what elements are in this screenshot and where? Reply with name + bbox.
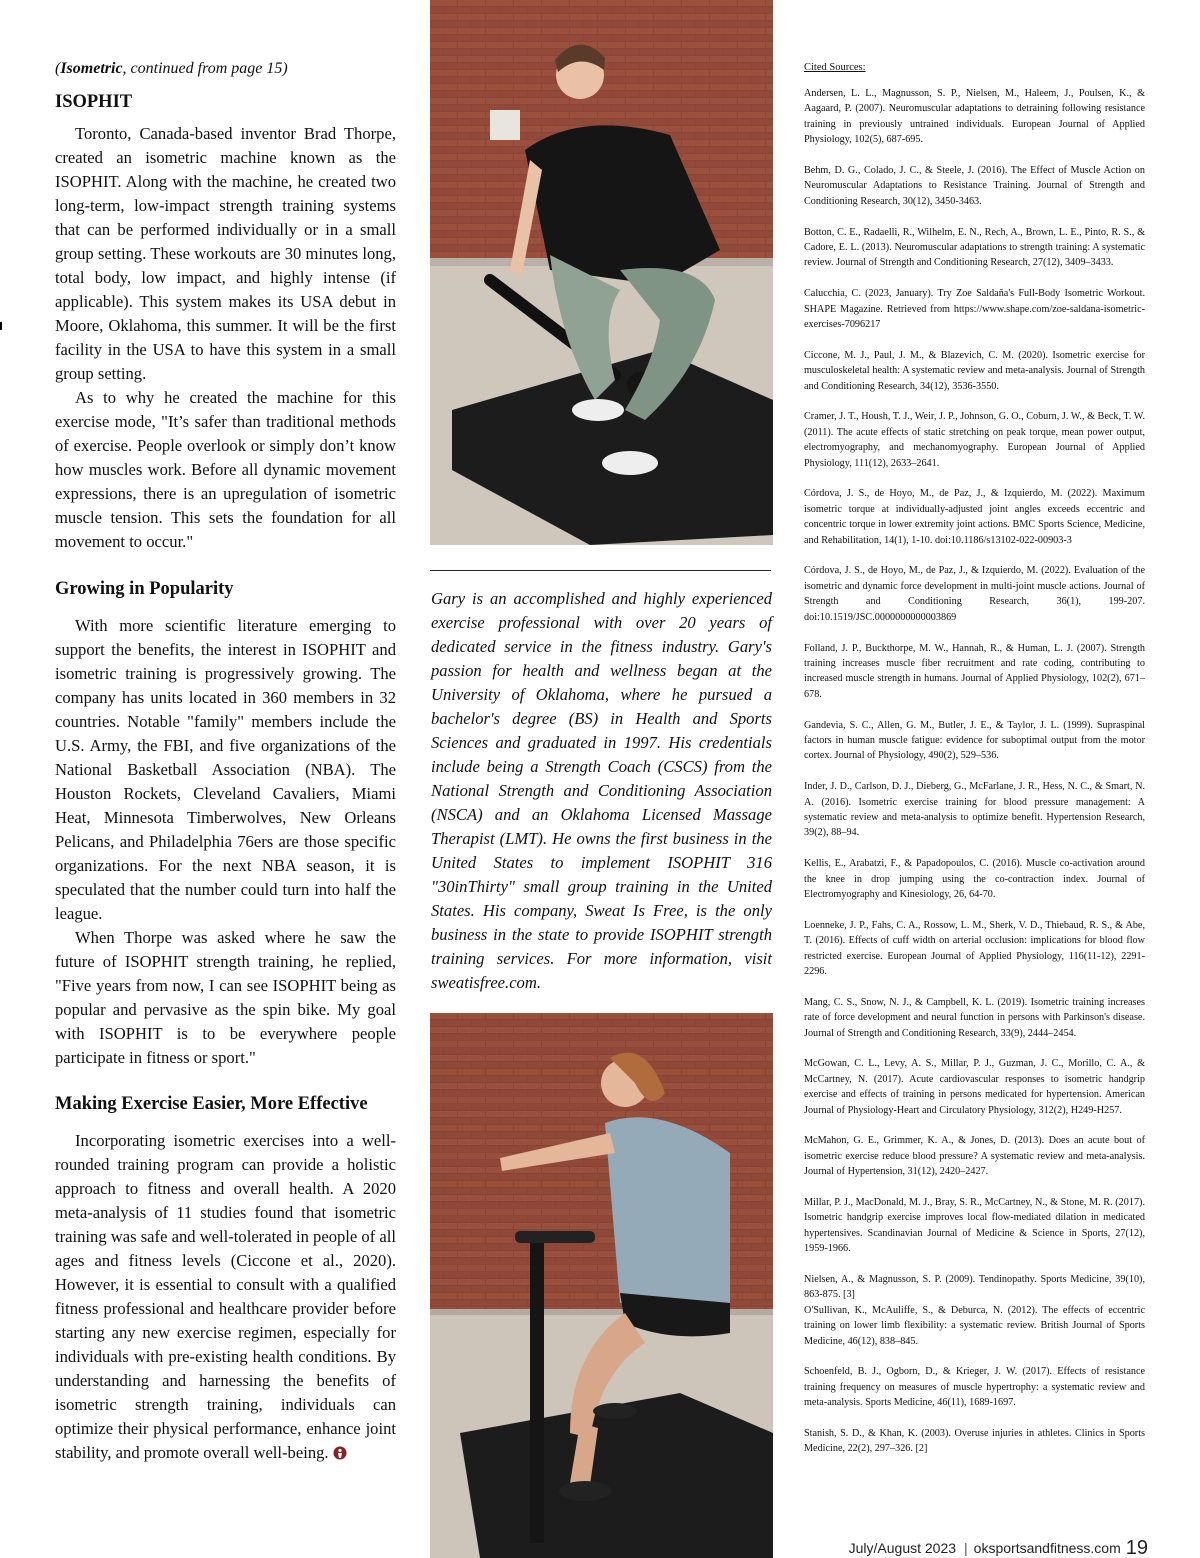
paragraph [55, 1129, 396, 1465]
edge-mark [0, 322, 2, 330]
reference-item: McGowan, C. L., Levy, A. S., Millar, P. J., Guzman, J. C., Morillo, C. A., & McCartney, N. (2017). Acute cardiovascular responses to isometric handgrip exercise and effects of training in persons medicated for hypertension. American Journal of Physiology-Heart and Circulatory Physiology, 312(2), H249-H257. [804, 1058, 1145, 1116]
reference-item: Mang, C. S., Snow, N. J., & Campbell, K. L. (2019). Isometric training increases rate of force development and neural function in persons with Parkinson's disease. Journal of Strength and Conditioning Research, 33(9), 2444–2454. [804, 996, 1145, 1039]
photo-1-illustration [430, 0, 773, 545]
author-bio: Gary is an accomplished and highly experienced exercise professional with over 20 years of dedicated service in the fitness industry. Gary's passion for health and wellness began at the University of Oklahoma, where he pursued a bachelor's degree (BS) in Health and Sports Sciences and graduated in 1997. His credentials include being a Strength Coach (CSCS) from the National Strength and Conditioning Association (NSCA) and an Oklahoma Licensed Massage Therapist (LMT). He owns the first business in the United States to implement ISOPHIT 316 "30inThirty" small group training in the United States. His company, Sweat Is Free, is the only business in the state to provide ISOPHIT strength training services. For more information, visit sweatisfree.com. [431, 589, 772, 992]
reference-item: Schoenfeld, B. J., Ogborn, D., & Krieger, J. W. (2017). Effects of resistance training frequency on measures of muscle hypertrophy: a systematic review and meta-analysis. Sports Medicine, 46(11), 1689-1697. [804, 1366, 1145, 1409]
photo-squat-with-bar [430, 0, 773, 545]
paragraph-text: Incorporating isometric exercises into a well-rounded training program can provide a holistic approach to fitness and overall health. A 2020 meta-analysis of 11 studies found that isometric training was safe and well-tolerated in people of all ages and fitness levels (Ciccone et al., 2020). However, it is essential to consult with a qualified fitness professional and healthcare provider before starting any new exercise regimen, especially for individuals with pre-existing health conditions. By understanding and harnessing the benefits of isometric strength training, individuals can optimize their physical performance, enhance joint stability, and promote overall well-being. [55, 1131, 396, 1462]
reference-item: Gandevia, S. C., Allen, G. M., Butler, J. E., & Taylor, J. L. (1999). Supraspinal factors in human muscle fatigue: evidence for suboptimal output from the motor cortex. Journal of Physiology, 490(2), 529–536. [804, 719, 1145, 762]
footer-separator: | [964, 1540, 968, 1556]
reference-item: Loenneke, J. P., Fahs, C. A., Rossow, L. M., Sherk, V. D., Thiebaud, R. S., & Abe, T. (2016). Effects of cuff width on arterial occlusion: implications for blood flow restricted exercise. European Journal of Applied Physiology, 116(11-12), 2291-2296. [804, 919, 1145, 977]
photo-isometric-squat [430, 1013, 773, 1558]
reference-item: Córdova, J. S., de Hoyo, M., de Paz, J., & Izquierdo, M. (2022). Evaluation of the isometric and dynamic force development in multi-joint muscle actions. Journal of Strength and Conditioning Research, 36(1), 199-207. doi:10.1519/JSC.0000000000003869 [804, 565, 1145, 623]
page-footer [849, 1537, 1148, 1558]
reference-item: Ciccone, M. J., Paul, J. M., & Blazevich, C. M. (2020). Isometric exercise for musculoskeletal health: A systematic review and meta-analysis. Journal of Strength and Conditioning Research, 34(12), 3536-3550. [804, 349, 1145, 392]
article-column [55, 58, 396, 1465]
reference-item: Calucchia, C. (2023, January). Try Zoe Saldaña's Full-Body Isometric Workout. SHAPE Magazine. Retrieved from https://www.shape.com/zoe-saldana-isometric-exercises-7096217 [804, 288, 1145, 331]
reference-item: Nielsen, A., & Magnusson, S. P. (2009). Tendinopathy. Sports Medicine, 39(10), 863-875. [3] [804, 1274, 1145, 1301]
bio-divider [430, 570, 771, 571]
reference-item: Inder, J. D., Carlson, D. J., Dieberg, G., McFarlane, J. R., Hess, N. C., & Smart, N. A. (2016). Isometric exercise training for blood pressure management: A systematic review and meta-analysis to optimize benefit. Hypertension Research, 39(2), 88–94. [804, 781, 1145, 839]
section-isophit [55, 90, 396, 554]
reference-item: Cramer, J. T., Housh, T. J., Weir, J. P., Johnson, G. O., Coburn, J. W., & Beck, T. W. (2011). The acute effects of static stretching on peak torque, mean power output, electromyography, and mechanomyography. European Journal of Applied Physiology, 111(12), 2633–2641. [804, 411, 1145, 469]
paragraph: As to why he created the machine for this exercise mode, "It’s safer than traditional methods of exercise. People overlook or simply don’t know how muscles work. Before all dynamic movement expressions, there is an upregulation of isometric muscle tension. This sets the foundation for all movement to occur." [55, 388, 396, 551]
cited-sources [804, 62, 1145, 1472]
page-number: 19 [1125, 1537, 1148, 1558]
reference-item: Millar, P. J., MacDonald, M. J., Bray, S. R., McCartney, N., & Stone, M. R. (2017). Isometric handgrip exercise improves local flow‐mediated dilation in medicated hypertensives. Scandinavian Journal of Medicine & Science in Sports, 27(12), 1959-1966. [804, 1197, 1145, 1255]
reference-item: Botton, C. E., Radaelli, R., Wilhelm, E. N., Rech, A., Brown, L. E., Pinto, R. S., & Cadore, E. L. (2013). Neuromuscular adaptations to strength training: A systematic review. Journal of Strength and Conditioning Research, 27(12), 3409–3433. [804, 226, 1145, 269]
reference-item: Folland, J. P., Buckthorpe, M. W., Hannah, R., & Human, L. J. (2007). Strength training increases muscle fiber recruitment and rate coding, contributing to increased muscle strength in humans. Journal of Applied Physiology, 102(2), 671–678. [804, 642, 1145, 700]
reference-item: Córdova, J. S., de Hoyo, M., de Paz, J., & Izquierdo, M. (2022). Maximum isometric torque at individually-adjusted joint angles exceeds eccentric and concentric torque in lower extremity joint actions. BMC Sports Science, Medicine, and Rehabilitation, 14(1), 1-10. doi:10.1186/s13102-022-00903-3 [804, 488, 1145, 546]
reference-item: O'Sullivan, K., McAuliffe, S., & Deburca, N. (2012). The effects of eccentric training on lower limb flexibility: a systematic review. British Journal of Sports Medicine, 46(12), 838–845. [804, 1304, 1145, 1347]
paragraph: With more scientific literature emerging to support the benefits, the interest in ISOPHIT and isometric training is progressively growing. The company has units located in 360 members in 32 countries. Notable "family" members include the U.S. Army, the FBI, and five organizations of the National Basketball Association (NBA). The Houston Rockets, Cleveland Cavaliers, Miami Heat, Minnesota Timberwolves, New Orleans Pelicans, and Philadelphia 76ers are those specific organizations. For the next NBA season, it is speculated that the number could turn into half the league. [55, 616, 396, 923]
website-link[interactable]: oksportsandfitness.com [973, 1540, 1121, 1556]
reference-item: Andersen, L. L., Magnusson, S. P., Nielsen, M., Haleem, J., Poulsen, K., & Aagaard, P. (2007). Neuromuscular adaptations to detraining following resistance training in previously untrained individuals. European Journal of Applied Physiology, 102(5), 687-695. [804, 88, 1145, 146]
continued-article-name: Isometric [60, 60, 123, 77]
continued-note: (Isometric, continued from page 15) [55, 60, 288, 77]
section-growing-in-popularity [55, 577, 396, 1070]
section-heading: Growing in Popularity [55, 579, 234, 599]
paragraph: Toronto, Canada-based inventor Brad Thorpe, created an isometric machine known as the ISOPHIT. Along with the machine, he created two long-term, low-impact strength training systems that can be performed individually or in a small group setting. These workouts are 30 minutes long, total body, low impact, and highly intense (if applicable). This system makes its USA debut in Moore, Oklahoma, this summer. It will be the first facility in the USA to have this system in a small group setting. [55, 124, 396, 383]
reference-item: McMahon, G. E., Grimmer, K. A., & Jones, D. (2013). Does an acute bout of isometric exercise reduce blood pressure? A systematic review and meta-analysis. Journal of Hypertension, 31(12), 2420–2427. [804, 1135, 1145, 1178]
reference-item: Stanish, S. D., & Khan, K. (2003). Overuse injuries in athletes. Clinics in Sports Medicine, 22(2), 297–326. [2] [804, 1428, 1145, 1455]
reference-item: Kellis, E., Arabatzi, F., & Papadopoulos, C. (2016). Muscle co-activation around the knee in drop jumping using the co-contraction index. Journal of Electromyography and Kinesiology, 26, 64-70. [804, 858, 1145, 900]
issue-date: July/August 2023 [848, 1540, 957, 1556]
photo-2-illustration [430, 1013, 773, 1558]
cited-sources-title: Cited Sources: [804, 62, 866, 73]
reference-item: Behm, D. G., Colado, J. C., & Steele, J. (2016). The Effect of Muscle Action on Neuromuscular Adaptations to Resistance Training. Journal of Strength and Conditioning Research, 30(12), 3450-3463. [804, 165, 1145, 207]
paragraph: When Thorpe was asked where he saw the future of ISOPHIT strength training, he replied, "Five years from now, I can see ISOPHIT being as popular and pervasive as the spin bike. My goal with ISOPHIT is to be everywhere people participate in fitness or sport." [55, 928, 396, 1067]
section-heading: ISOPHIT [55, 92, 133, 112]
section-making-exercise-easier [55, 1092, 396, 1465]
end-of-article-icon [333, 1446, 347, 1460]
section-heading: Making Exercise Easier, More Effective [55, 1094, 368, 1114]
continued-from-text: , continued from page 15) [122, 60, 288, 77]
